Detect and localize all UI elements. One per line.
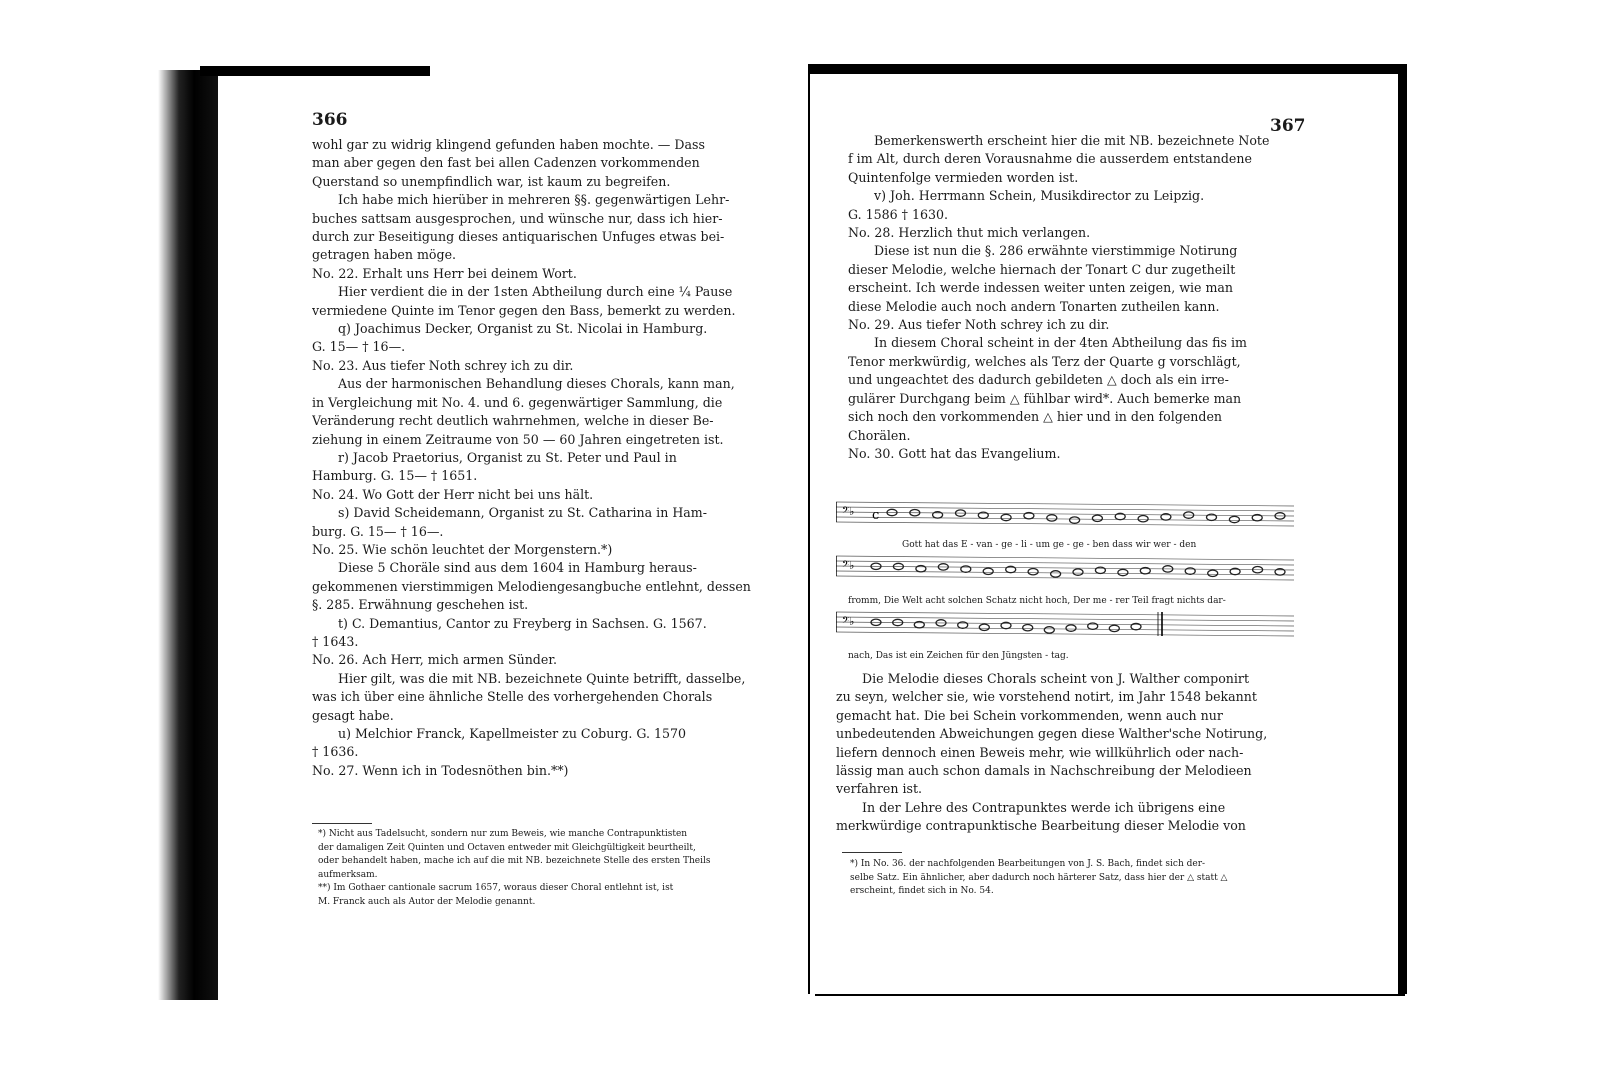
right-text-line-2: Quintenfolge vermieden worden ist. — [848, 169, 1079, 185]
right-footnote-line-1: selbe Satz. Ein ähnlicher, aber dadurch noch härterer Satz, dass hier der △ statt △ — [850, 872, 1228, 883]
left-text-line-2: Querstand so unempfindlich war, ist kaum zu begreifen. — [312, 173, 671, 189]
left-footnote-line-0: *) Nicht aus Tadelsucht, sondern nur zum Beweis, wie manche Contrapunktisten — [318, 829, 688, 839]
right-text-line-10: No. 29. Aus tiefer Noth schrey ich zu dir. — [848, 317, 1110, 333]
music-note — [1001, 514, 1011, 520]
left-footnote-line-3: aufmerksam. — [318, 869, 378, 880]
music-note — [1208, 570, 1218, 576]
staff-3 — [836, 612, 1294, 636]
music-note — [1066, 625, 1076, 631]
page-edge-top-left — [200, 66, 430, 76]
page-number-right: 367 — [1270, 116, 1306, 136]
left-text-line-18: Hamburg. G. 15— † 1651. — [312, 468, 478, 484]
right-footnote-line-0: *) In No. 36. der nachfolgenden Bearbeitungen von J. S. Bach, findet sich der- — [850, 859, 1206, 869]
music-note — [979, 624, 989, 630]
svg-text:𝄢♭: 𝄢♭ — [842, 615, 855, 628]
right-text-line-14: gulärer Durchgang beim △ fühlbar wird*. Auch bemerke man — [848, 390, 1242, 406]
left-text-line-22: No. 25. Wie schön leuchtet der Morgenstern.*) — [312, 541, 613, 557]
right-text-line-5: No. 28. Herzlich thut mich verlangen. — [848, 225, 1091, 241]
left-text-line-32: u) Melchior Franck, Kapellmeister zu Coburg. G. 1570 — [338, 726, 687, 741]
right-text-line-4: G. 1586 † 1630. — [848, 206, 949, 222]
right-text-line-15: sich noch den vorkommenden △ hier und in den folgenden — [848, 409, 1223, 425]
right-text-bottom-line-7: In der Lehre des Contrapunktes werde ich übrigens eine — [862, 799, 1226, 815]
left-text-line-5: durch zur Beseitigung dieses antiquarischen Unfuges etwas bei- — [312, 229, 725, 245]
left-text-line-27: † 1643. — [312, 633, 359, 649]
left-text-line-26: t) C. Demantius, Cantor zu Freyberg in Sachsen. G. 1567. — [338, 615, 707, 631]
left-text-line-25: §. 285. Erwähnung geschehen ist. — [312, 597, 529, 613]
music-note — [1023, 625, 1033, 631]
right-text-bottom-line-3: unbedeutenden Abweichungen gegen diese Walther'sche Notirung, — [836, 726, 1268, 742]
right-text-bottom-line-5: lässig man auch schon damals in Nachschreibung der Melodieen — [836, 763, 1252, 779]
book-spine-shadow-left — [158, 70, 218, 1000]
left-page-footnotes — [318, 828, 770, 909]
music-notes — [871, 509, 1285, 633]
left-footnote-line-2: oder behandelt haben, mache ich auf die mit NB. bezeichnete Stelle des ersten Theils — [318, 856, 711, 866]
music-note — [1109, 625, 1119, 631]
left-text-line-19: No. 24. Wo Gott der Herr nicht bei uns hält. — [312, 486, 594, 502]
left-text-line-4: buches sattsam ausgesprochen, und wünsche nur, dass ich hier- — [312, 210, 723, 226]
staff-2 — [836, 556, 1294, 580]
left-footnote-line-5: M. Franck auch als Autor der Melodie genannt. — [318, 896, 536, 907]
right-text-line-3: v) Joh. Herrmann Schein, Musikdirector zu Leipzig. — [874, 188, 1205, 204]
right-text-bottom-line-1: zu seyn, welcher sie, wie vorstehend notirt, im Jahr 1548 bekannt — [836, 689, 1257, 705]
right-text-line-17: No. 30. Gott hat das Evangelium. — [848, 445, 1061, 461]
right-text-line-6: Diese ist nun die §. 286 erwähnte vierstimmige Notirung — [874, 243, 1238, 259]
left-text-line-11: G. 15— † 16—. — [312, 339, 406, 355]
right-text-line-1: f im Alt, durch deren Vorausnahme die ausserdem entstandene — [848, 151, 1252, 167]
music-note — [1051, 571, 1061, 577]
left-text-line-1: man aber gegen den fast bei allen Cadenzen vorkommenden — [312, 155, 700, 171]
music-note — [1047, 515, 1057, 521]
footnote-rule-right — [842, 852, 902, 853]
music-note — [1070, 517, 1080, 523]
right-text-bottom-line-8: merkwürdige contrapunktische Bearbeitung dieser Melodie von — [836, 818, 1246, 834]
svg-text:𝄢♭: 𝄢♭ — [842, 559, 855, 572]
left-text-line-12: No. 23. Aus tiefer Noth schrey ich zu dir. — [312, 357, 574, 373]
svg-text:𝄢♭: 𝄢♭ — [842, 505, 855, 518]
left-text-line-6: getragen haben möge. — [312, 247, 457, 263]
music-note — [1073, 569, 1083, 575]
music-note — [1028, 569, 1038, 575]
music-note — [1044, 627, 1054, 633]
right-text-line-12: Tenor merkwürdig, welches als Terz der Quarte g vorschlägt, — [848, 353, 1241, 369]
right-page-body-bottom — [836, 670, 1288, 836]
music-score — [836, 494, 1298, 660]
left-text-line-16: ziehung in einem Zeitraume von 50 — 60 Jahren eingetreten ist. — [312, 431, 724, 447]
left-text-line-24: gekommenen vierstimmigen Melodiengesangbuche entlehnt, dessen — [312, 578, 751, 594]
left-text-line-28: No. 26. Ach Herr, mich armen Sünder. — [312, 652, 557, 668]
right-text-bottom-line-4: liefern dennoch einen Beweis mehr, wie willkührlich oder nach- — [836, 744, 1244, 760]
footnote-rule-left — [312, 823, 372, 824]
lyrics-line-2: fromm, Die Welt acht solchen Schatz nicht hoch, Der me - rer Teil fragt nichts dar- — [848, 596, 1226, 606]
svg-text:c: c — [872, 508, 880, 523]
right-text-line-13: und ungeachtet des dadurch gebildeten △ doch als ein irre- — [848, 372, 1229, 388]
left-text-line-29: Hier gilt, was die mit NB. bezeichnete Quinte betrifft, dasselbe, — [338, 670, 746, 686]
left-text-line-20: s) David Scheidemann, Organist zu St. Catharina in Ham- — [338, 505, 708, 521]
left-text-line-9: vermiedene Quinte im Tenor gegen den Bass, bemerkt zu werden. — [312, 302, 736, 318]
staff-1 — [836, 502, 1294, 526]
left-text-line-34: No. 27. Wenn ich in Todesnöthen bin.**) — [312, 762, 569, 778]
left-text-line-0: wohl gar zu widrig klingend gefunden haben mochte. — Dass — [312, 137, 705, 152]
music-note — [983, 568, 993, 574]
left-text-line-30: was ich über eine ähnliche Stelle des vorhergehenden Chorals — [312, 689, 713, 705]
left-footnote-line-1: der damaligen Zeit Quinten und Octaven entweder mit Gleichgültigkeit beurtheilt, — [318, 842, 696, 853]
left-text-line-17: r) Jacob Praetorius, Organist zu St. Peter und Paul in — [338, 449, 677, 465]
lyrics-line-1: Gott hat das E - van - ge - li - um ge - ge - ben dass wir wer - den — [902, 540, 1197, 550]
right-text-line-0: Bemerkenswerth erscheint hier die mit NB. bezeichnete Note — [874, 133, 1270, 148]
right-text-line-7: dieser Melodie, welche hiernach der Tonart C dur zugetheilt — [848, 261, 1236, 277]
right-text-line-9: diese Melodie auch noch andern Tonarten zutheilen kann. — [848, 298, 1220, 314]
music-note — [1138, 516, 1148, 522]
right-footnote-line-2: erscheint, findet sich in No. 54. — [850, 886, 994, 896]
left-text-line-10: q) Joachimus Decker, Organist zu St. Nicolai in Hamburg. — [338, 321, 708, 337]
right-text-bottom-line-2: gemacht hat. Die bei Schein vorkommenden, wenn auch nur — [836, 707, 1223, 723]
left-footnote-line-4: **) Im Gothaer cantionale sacrum 1657, woraus dieser Choral entlehnt ist, ist — [318, 883, 674, 893]
right-text-line-16: Chorälen. — [848, 427, 911, 443]
right-text-bottom-line-0: Die Melodie dieses Chorals scheint von J. Walther componirt — [862, 671, 1250, 686]
left-text-line-3: Ich habe mich hierüber in mehreren §§. gegenwärtigen Lehr- — [338, 192, 730, 208]
music-note — [1118, 569, 1128, 575]
left-text-line-13: Aus der harmonischen Behandlung dieses Chorals, kann man, — [338, 376, 735, 392]
left-text-line-15: Veränderung recht deutlich wahrnehmen, welche in dieser Be- — [312, 413, 714, 429]
music-note — [1092, 515, 1102, 521]
left-text-line-7: No. 22. Erhalt uns Herr bei deinem Wort. — [312, 265, 577, 281]
left-text-line-23: Diese 5 Choräle sind aus dem 1604 in Hamburg heraus- — [338, 560, 697, 576]
right-page-footnotes — [850, 858, 1286, 899]
music-note — [1229, 516, 1239, 522]
right-text-line-11: In diesem Choral scheint in der 4ten Abtheilung das fis im — [874, 335, 1247, 351]
page-number-left: 366 — [312, 110, 348, 130]
left-text-line-8: Hier verdient die in der 1sten Abtheilung durch eine ¼ Pause — [338, 284, 733, 300]
right-page-body-top — [848, 132, 1300, 463]
left-text-line-33: † 1636. — [312, 744, 359, 760]
lyrics-line-3: nach, Das ist ein Zeichen für den Jüngsten - tag. — [848, 651, 1069, 661]
left-text-line-31: gesagt habe. — [312, 707, 394, 723]
right-text-bottom-line-6: verfahren ist. — [836, 781, 923, 797]
left-text-line-21: burg. G. 15— † 16—. — [312, 523, 444, 539]
left-text-line-14: in Vergleichung mit No. 4. und 6. gegenwärtiger Sammlung, die — [312, 394, 723, 410]
left-page-body — [312, 136, 768, 780]
right-text-line-8: erscheint. Ich werde indessen weiter unten zeigen, wie man — [848, 280, 1234, 296]
